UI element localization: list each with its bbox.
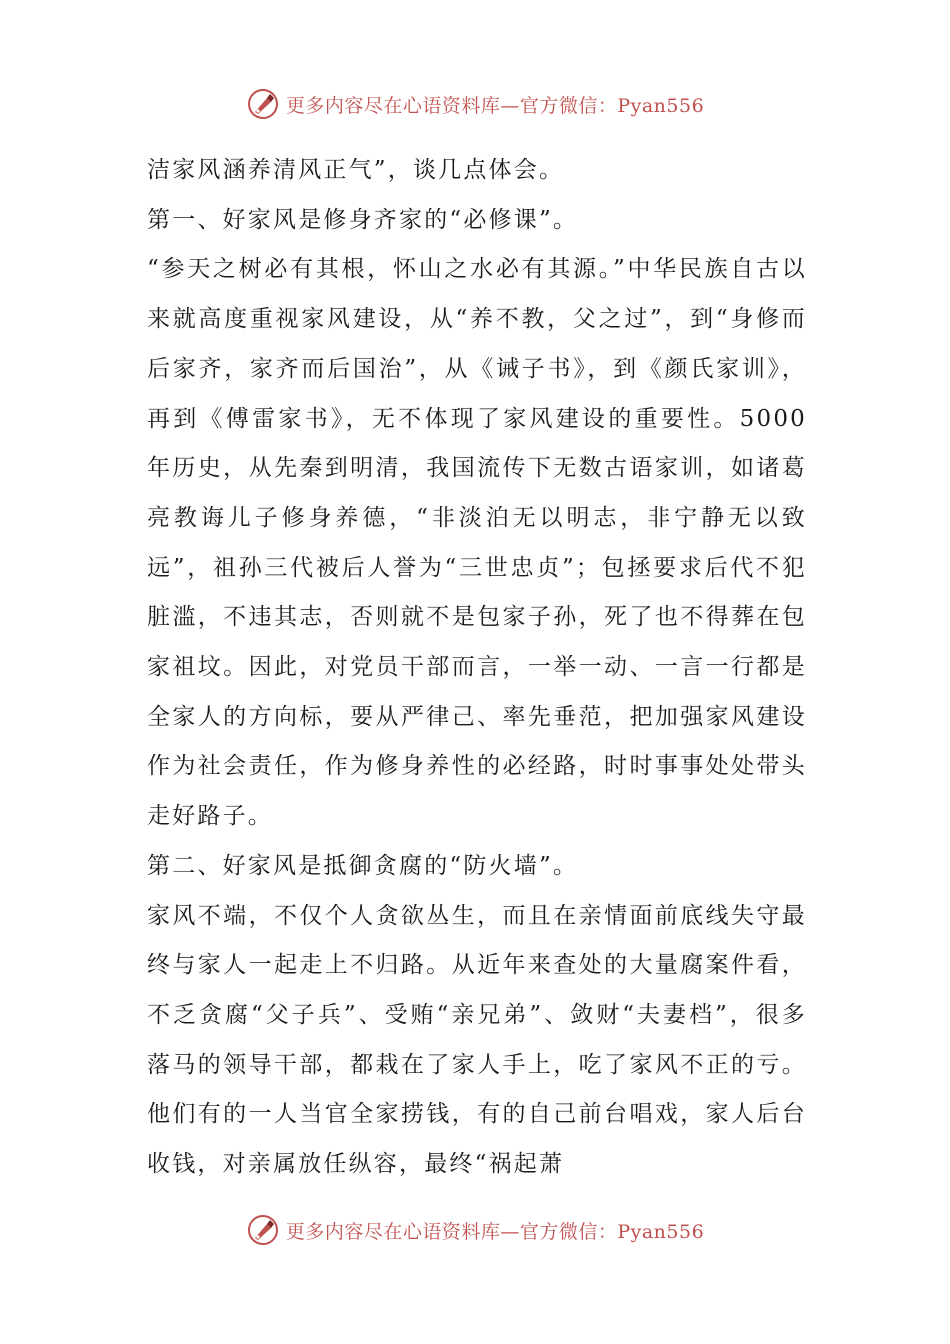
header-watermark <box>0 84 950 124</box>
paragraph: 家风不端，不仅个人贪欲丛生，而且在亲情面前底线失守最终与家人一起走上不归路。从近年来查处的大量腐案件看，不乏贪腐“父子兵”、受贿“亲兄弟”、敛财“夫妻档”，很多落马的领导干部，都栽在了家人手上，吃了家风不正的亏。他们有的一人当官全家捞钱，有的自己前台唱戏，家人后台收钱，对亲属放任纵容，最终“祸起萧 <box>147 902 807 1178</box>
section-heading: 第二、好家风是抵御贪腐的“防火墙”。 <box>147 852 579 879</box>
document-body <box>147 146 807 1190</box>
paragraph: “参天之树必有其根，怀山之水必有其源。”中华民族自古以来就高度重视家风建设，从“养不教，父之过”，到“身修而后家齐，家齐而后国治”，从《诫子书》，到《颜氏家训》，再到《傅雷家书》，无不体现了家风建设的重要性。5000年历史，从先秦到明清，我国流传下无数古语家训，如诸葛亮教诲儿子修身养德，“非淡泊无以明志，非宁静无以致远”，祖孙三代被后人誉为“三世忠贞”；包拯要求后代不犯脏滥，不违其志，否则就不是包家子孙，死了也不得葬在包家祖坟。因此，对党员干部而言，一举一动、一言一行都是全家人的方向标，要从严律己、率先垂范，把加强家风建设作为社会责任，作为修身养性的必经路，时时事事处处带头走好路子。 <box>147 256 807 830</box>
watermark-text: 更多内容尽在心语资料库—官方微信：Pyan556 <box>285 1220 705 1243</box>
paragraph: 洁家风涵养清风正气”，谈几点体会。 <box>147 157 565 183</box>
pen-nib-logo-icon <box>246 1213 280 1247</box>
footer-watermark <box>0 1210 950 1250</box>
section-heading: 第一、好家风是修身齐家的“必修课”。 <box>147 206 579 233</box>
watermark-text: 更多内容尽在心语资料库—官方微信：Pyan556 <box>285 94 705 117</box>
pen-nib-logo-icon <box>246 87 280 121</box>
